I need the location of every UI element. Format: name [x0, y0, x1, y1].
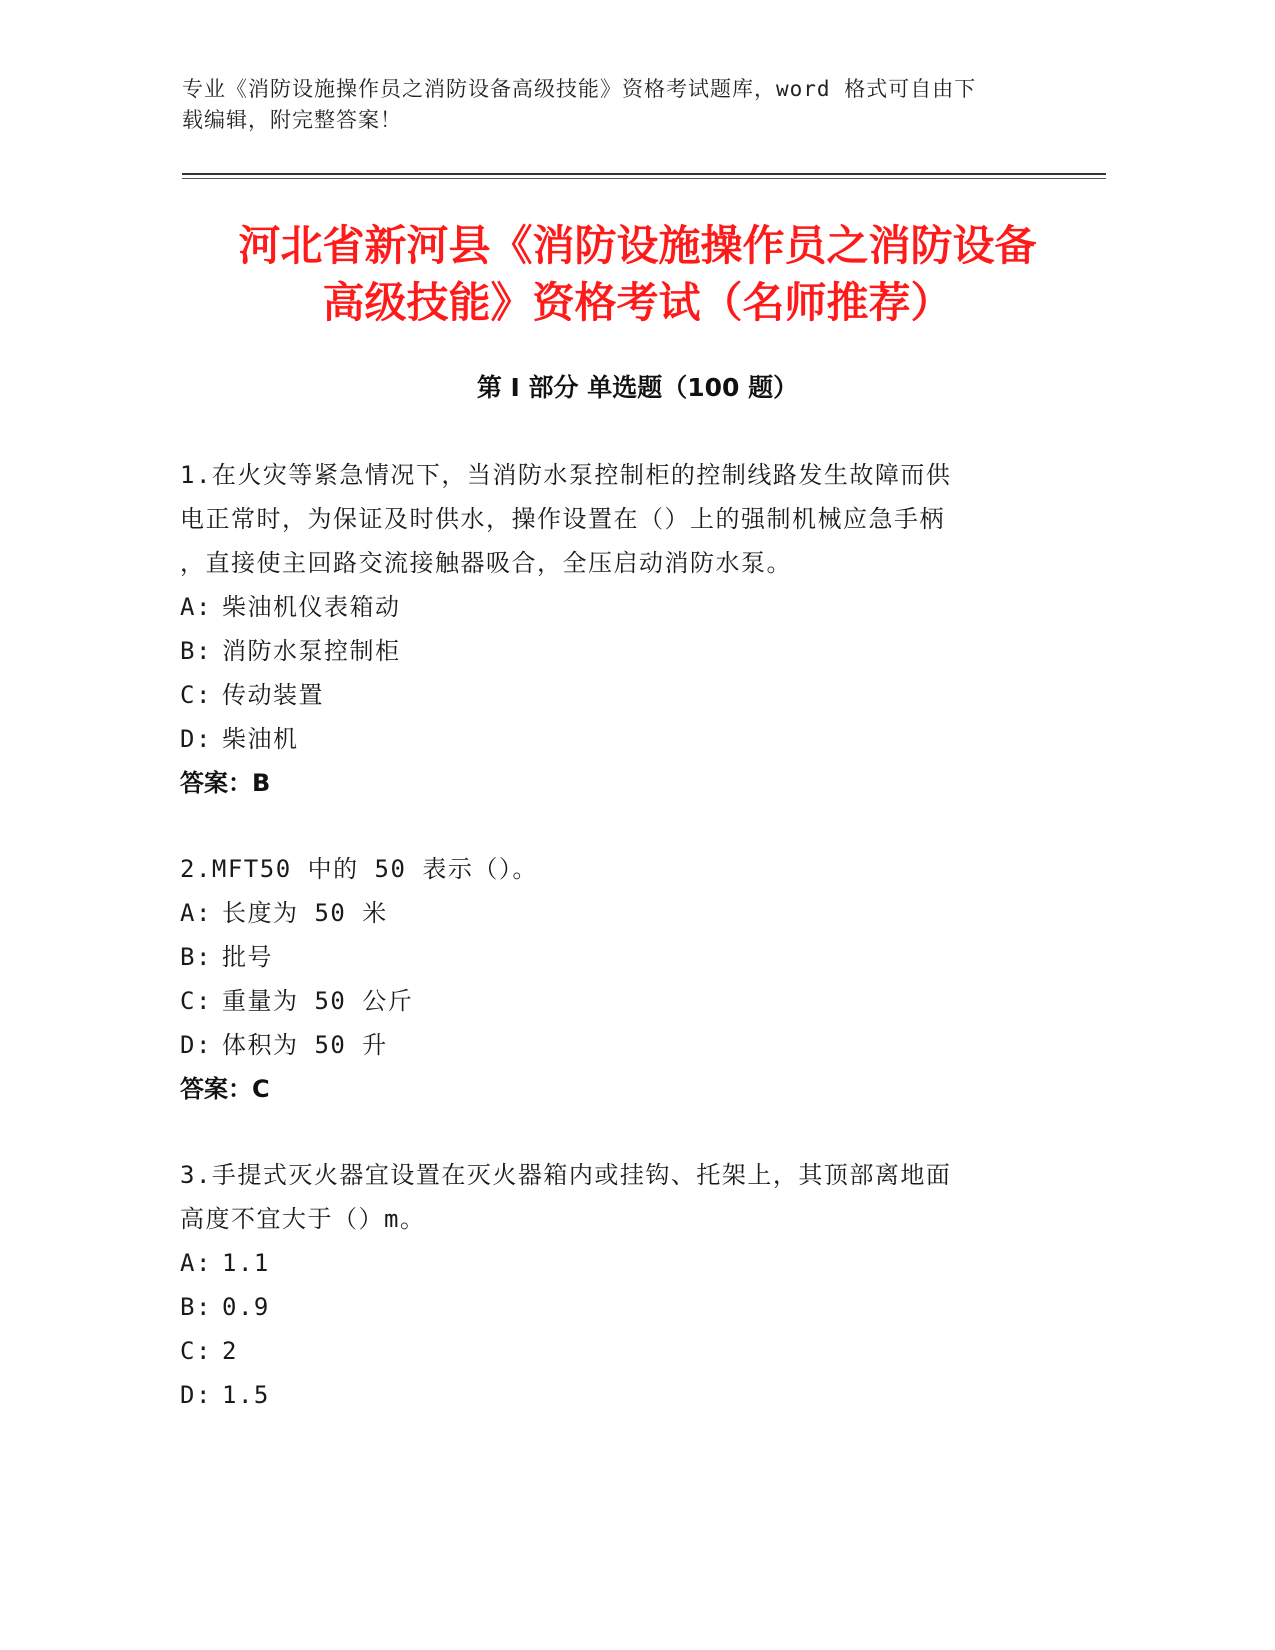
question-stem-line: 1.在火灾等紧急情况下，当消防水泵控制柜的控制线路发生故障而供: [180, 461, 952, 489]
option-b: [180, 1285, 1060, 1329]
answer: 答案：C: [180, 1075, 270, 1103]
option-letter: A:: [180, 899, 212, 927]
option-text: 体积为 50 升: [222, 1031, 388, 1059]
question-stem-line: ，直接使主回路交流接触器吸合，全压启动消防水泵。: [180, 549, 792, 577]
question-1: [180, 453, 1060, 805]
option-letter: D:: [180, 1031, 212, 1059]
option-text: 传动装置: [222, 681, 324, 709]
document-title-line-1: 河北省新河县《消防设施操作员之消防设备: [238, 221, 1037, 270]
option-letter: B:: [180, 943, 212, 971]
option-letter: D:: [180, 725, 212, 753]
question-stem-line: 电正常时，为保证及时供水，操作设置在（）上的强制机械应急手柄: [180, 505, 945, 533]
option-letter: A:: [180, 1249, 212, 1277]
header-divider-thin: [182, 178, 1106, 179]
option-d: [180, 1023, 1060, 1067]
question-stem-line: 2.MFT50 中的 50 表示（）。: [180, 855, 538, 883]
option-letter: C:: [180, 681, 212, 709]
header-note: [182, 74, 1042, 136]
section-title: 第 I 部分 单选题（100 题）: [476, 373, 799, 402]
question-stem-line: 3.手提式灭火器宜设置在灭火器箱内或挂钩、托架上，其顶部离地面: [180, 1161, 952, 1189]
option-text: 长度为 50 米: [222, 899, 388, 927]
option-letter: C:: [180, 987, 212, 1015]
option-c: [180, 1329, 1060, 1373]
document-title: [150, 217, 1125, 331]
option-text: 1.1: [222, 1249, 270, 1277]
option-text: 1.5: [222, 1381, 270, 1409]
option-text: 2: [222, 1337, 238, 1365]
header-divider-thick: [182, 173, 1106, 175]
document-title-line-2: 高级技能》资格考试（名师推荐）: [322, 278, 953, 327]
question-stem-line: 高度不宜大于（）m。: [180, 1205, 426, 1233]
option-letter: D:: [180, 1381, 212, 1409]
option-text: 0.9: [222, 1293, 270, 1321]
answer: 答案：B: [180, 769, 271, 797]
option-b: [180, 629, 1060, 673]
option-text: 重量为 50 公斤: [222, 987, 414, 1015]
option-d: [180, 717, 1060, 761]
option-d: [180, 1373, 1060, 1417]
option-text: 批号: [222, 943, 273, 971]
option-b: [180, 935, 1060, 979]
option-letter: B:: [180, 637, 212, 665]
option-c: [180, 979, 1060, 1023]
option-text: 消防水泵控制柜: [222, 637, 401, 665]
option-a: [180, 585, 1060, 629]
header-note-line-2: 载编辑，附完整答案！: [182, 108, 402, 132]
option-a: [180, 891, 1060, 935]
option-text: 柴油机: [222, 725, 299, 753]
question-2: [180, 847, 1060, 1111]
option-c: [180, 673, 1060, 717]
option-letter: A:: [180, 593, 212, 621]
question-list: [180, 453, 1060, 1459]
option-a: [180, 1241, 1060, 1285]
option-text: 柴油机仪表箱动: [222, 593, 401, 621]
question-3: [180, 1153, 1060, 1417]
option-letter: C:: [180, 1337, 212, 1365]
option-letter: B:: [180, 1293, 212, 1321]
header-note-line-1: 专业《消防设施操作员之消防设备高级技能》资格考试题库，word 格式可自由下: [182, 77, 977, 101]
